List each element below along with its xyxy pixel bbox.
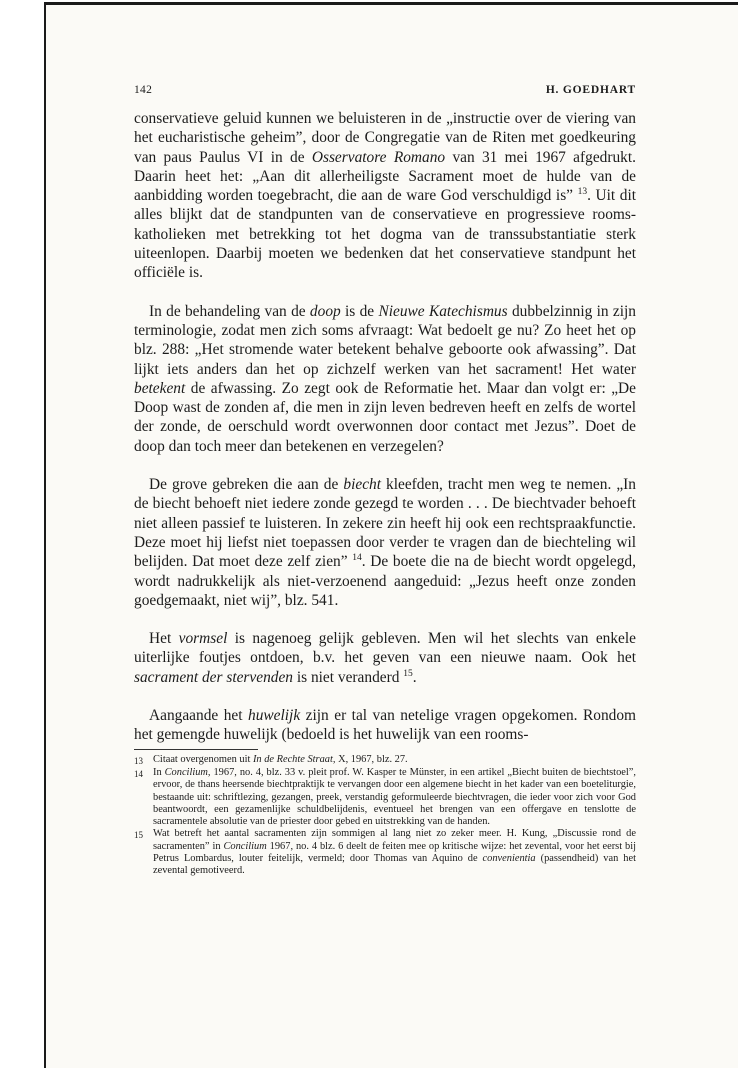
body-text: [134, 109, 636, 745]
footnote-text: [153, 767, 636, 828]
footnote-text: [153, 754, 636, 767]
italic-run: Osservatore Romano: [311, 148, 446, 166]
footnote-number: 15: [134, 830, 143, 841]
footnote-number: 14: [134, 768, 143, 779]
footnote-rule: [134, 749, 258, 750]
paragraph: [134, 109, 636, 283]
text-run: .: [412, 668, 417, 686]
text-run: Wat betreft het aantal sacramenten zijn sommigen al lang niet zo zeker meer. H. Kung, „Discussie rond de sacramenten” in: [153, 828, 636, 852]
italic-run: Concilium,: [164, 766, 211, 778]
italic-run: sacrament der stervenden: [134, 668, 293, 686]
italic-run: In de Rechte Straat,: [252, 753, 336, 765]
italic-run: Nieuwe Katechismus: [378, 302, 508, 320]
running-head: [134, 84, 636, 96]
paragraph: [134, 629, 636, 687]
italic-run: huwelijk: [248, 707, 301, 725]
footnote-ref: 14: [352, 553, 362, 564]
footnote: [134, 828, 636, 877]
italic-run: betekent: [134, 379, 186, 397]
text-run: In de behandeling van de: [149, 302, 310, 320]
text-run: is de: [340, 302, 379, 320]
paragraph: [134, 475, 636, 610]
text-run: . Uit dit alles blijkt dat de standpunten van de conservatieve en progressieve rooms-katholieken met betrekking tot het dogma van de transsubstantiatie sterk uiteenlopen. Daarbij moeten we bedenken dat het conservatieve standpunt het officiële is.: [134, 187, 636, 282]
text-run: Het: [149, 630, 179, 648]
italic-run: doop: [309, 302, 341, 320]
text-run: X, 1967, blz. 27.: [335, 753, 408, 765]
text-run: De grove gebreken die aan de: [149, 476, 344, 494]
italic-run: Concilium: [223, 840, 267, 852]
text-run: 1967, no. 4 blz. 6 deelt de feiten mee op kritische wijze: het zevental, voor het eerst bij Petrus Lombardus, louter feitelijk, vermeld; door Thomas van Aquino de: [153, 840, 636, 864]
text-run: dubbelzinnig in zijn terminologie, zodat men zich soms afvraagt: Wat bedoelt ge nu? Zo heet het op blz. 288: „Het stromende water betekent behalve geboorte ook afwassing”. Dat lijkt iets anders dan het op zichzelf werken van het sacrament! Het water: [134, 302, 636, 378]
text-run: Citaat overgenomen uit: [153, 753, 253, 765]
italic-run: vormsel: [178, 630, 228, 648]
italic-run: biecht: [343, 476, 381, 494]
footnote-number: 13: [134, 755, 143, 766]
text-run: kleefden, tracht men weg te nemen. „In de biecht behoeft niet iedere zonde gezegd te worden . . . De biechtvader behoeft niet alleen passief te luisteren. In zekere zin heeft hij ook een rechtspraakfunctie. Deze moet hij liefst niet toepassen door verder te vragen dan de biechteling wil belijden. Dat moet deze zelf zien”: [134, 476, 636, 571]
italic-run: convenientia: [482, 852, 536, 864]
text-run: de afwassing. Zo zegt ook de Reformatie het. Maar dan volgt er: „De Doop wast de zonden af, die men in zijn leven bedreven heeft en zelfs de wortel der zonde, de oerschuld wordt overwonnen door contact met Jezus”. Doet de doop dan toch meer dan betekenen en verzegelen?: [134, 379, 636, 455]
text-run: is nagenoeg gelijk gebleven. Men wil het slechts van enkele uiterlijke foutjes ontdoen, b.v. het geven van een nieuwe naam. Ook het: [134, 630, 636, 667]
text-run: is niet veranderd: [293, 668, 404, 686]
text-run: van 31 mei 1967 afgedrukt. Daarin heet het: „Aan dit allerheiligste Sacrament moet de hulde van de aanbidding worden toegebracht, die aan de ware God verschuldigd is”: [134, 148, 636, 205]
footnotes: [134, 754, 636, 878]
footnote-text: [153, 828, 636, 877]
text-run: In: [153, 766, 165, 778]
text-run: Aangaande het: [149, 707, 249, 725]
text-run: . De boete die na de biecht wordt opgelegd, wordt nadrukkelijk als niet-verzoenend aangeduid: „Jezus heeft onze zonden goedgemaakt, niet wij”, blz. 541.: [134, 553, 636, 609]
paragraph: [134, 706, 636, 745]
page-number: 142: [134, 84, 153, 96]
text-run: 1967, no. 4, blz. 33 v. pleit prof. W. Kasper te Münster, in een artikel „Biecht buiten de biechtstoel”, ervoor, de thans heersende biechtpraktijk te vervangen door een algemene biecht in het kader van een boeteliturgie, bestaande uit: schriftlezing, gezangen, preek, verstandig geformuleerde biechtvragen, die ieder voor zich voor God beantwoordt, een gezamenlijke schuldbelijdenis, eventueel het brengen van een offergave en tenslotte de sacramentele absolutie van de priester door gebed en uitstrekking van de handen.: [153, 766, 636, 828]
text-run: conservatieve geluid kunnen we beluisteren in de „instructie over de viering van het eucharistische geheim”, door de Congregatie van de Riten met goedkeuring van paus Paulus VI in de: [134, 110, 636, 166]
paragraph: [134, 302, 636, 456]
footnote-ref: 13: [577, 187, 588, 198]
text-run: zijn er tal van netelige vragen opgekomen. Rondom het gemengde huwelijk (bedoeld is het huwelijk van een rooms-: [134, 707, 636, 744]
book-page: [134, 84, 636, 878]
text-run: (passendheid) van het zevental gemotiveerd.: [153, 852, 636, 877]
footnote: [134, 754, 636, 767]
running-head-author: H. GOEDHART: [545, 84, 636, 96]
footnote-ref: 15: [403, 668, 413, 679]
footnote: [134, 767, 636, 828]
